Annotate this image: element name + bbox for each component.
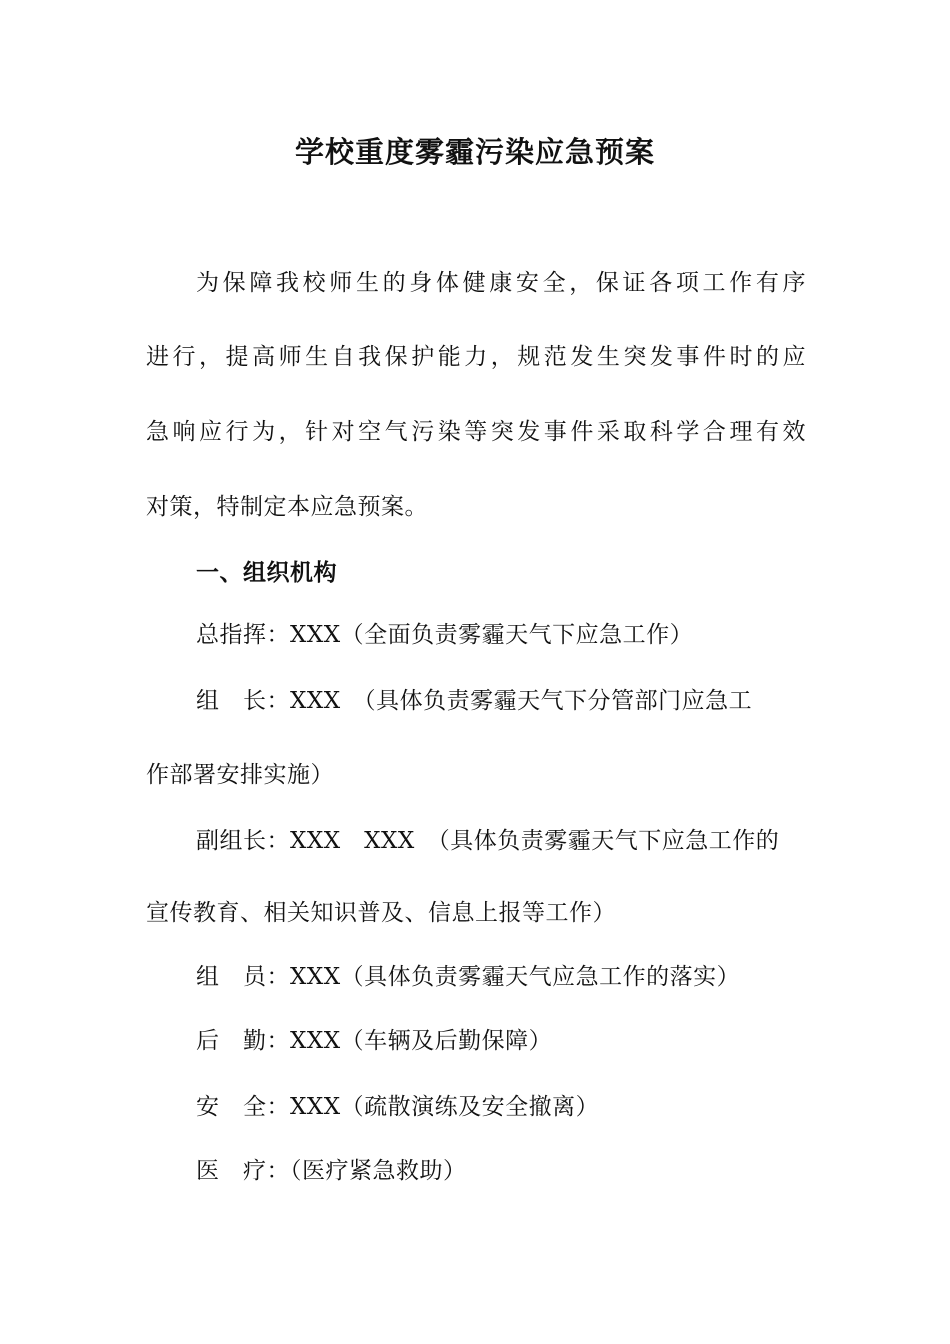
role-commander: 总指挥：XXX（全面负责雾霾天气下应急工作） — [196, 622, 694, 648]
document-title: 学校重度雾霾污染应急预案 — [294, 135, 655, 169]
role-leader-line-1: 组 长：XXX （具体负责雾霾天气下分管部门应急工 — [196, 688, 753, 714]
role-deputy-line-2: 宣传教育、相关知识普及、信息上报等工作） — [146, 900, 616, 926]
role-medical: 医 疗：（医疗紧急救助） — [196, 1158, 467, 1184]
intro-line-3: 急响应行为，针对空气污染等突发事件采取科学合理有效 — [146, 419, 806, 445]
role-deputy-line-1: 副组长：XXX XXX （具体负责雾霾天气下应急工作的 — [196, 828, 780, 854]
role-safety: 安 全：XXX（疏散演练及安全撤离） — [196, 1094, 600, 1120]
role-logistics: 后 勤：XXX（车辆及后勤保障） — [196, 1028, 553, 1054]
role-leader-line-2: 作部署安排实施） — [146, 762, 334, 788]
role-member: 组 员：XXX（具体负责雾霾天气应急工作的落实） — [196, 964, 741, 990]
intro-line-2: 进行，提高师生自我保护能力，规范发生突发事件时的应 — [146, 344, 806, 370]
intro-line-4: 对策，特制定本应急预案。 — [146, 494, 428, 520]
section-heading-organization: 一、组织机构 — [196, 559, 337, 586]
intro-line-1: 为保障我校师生的身体健康安全，保证各项工作有序 — [196, 270, 806, 296]
